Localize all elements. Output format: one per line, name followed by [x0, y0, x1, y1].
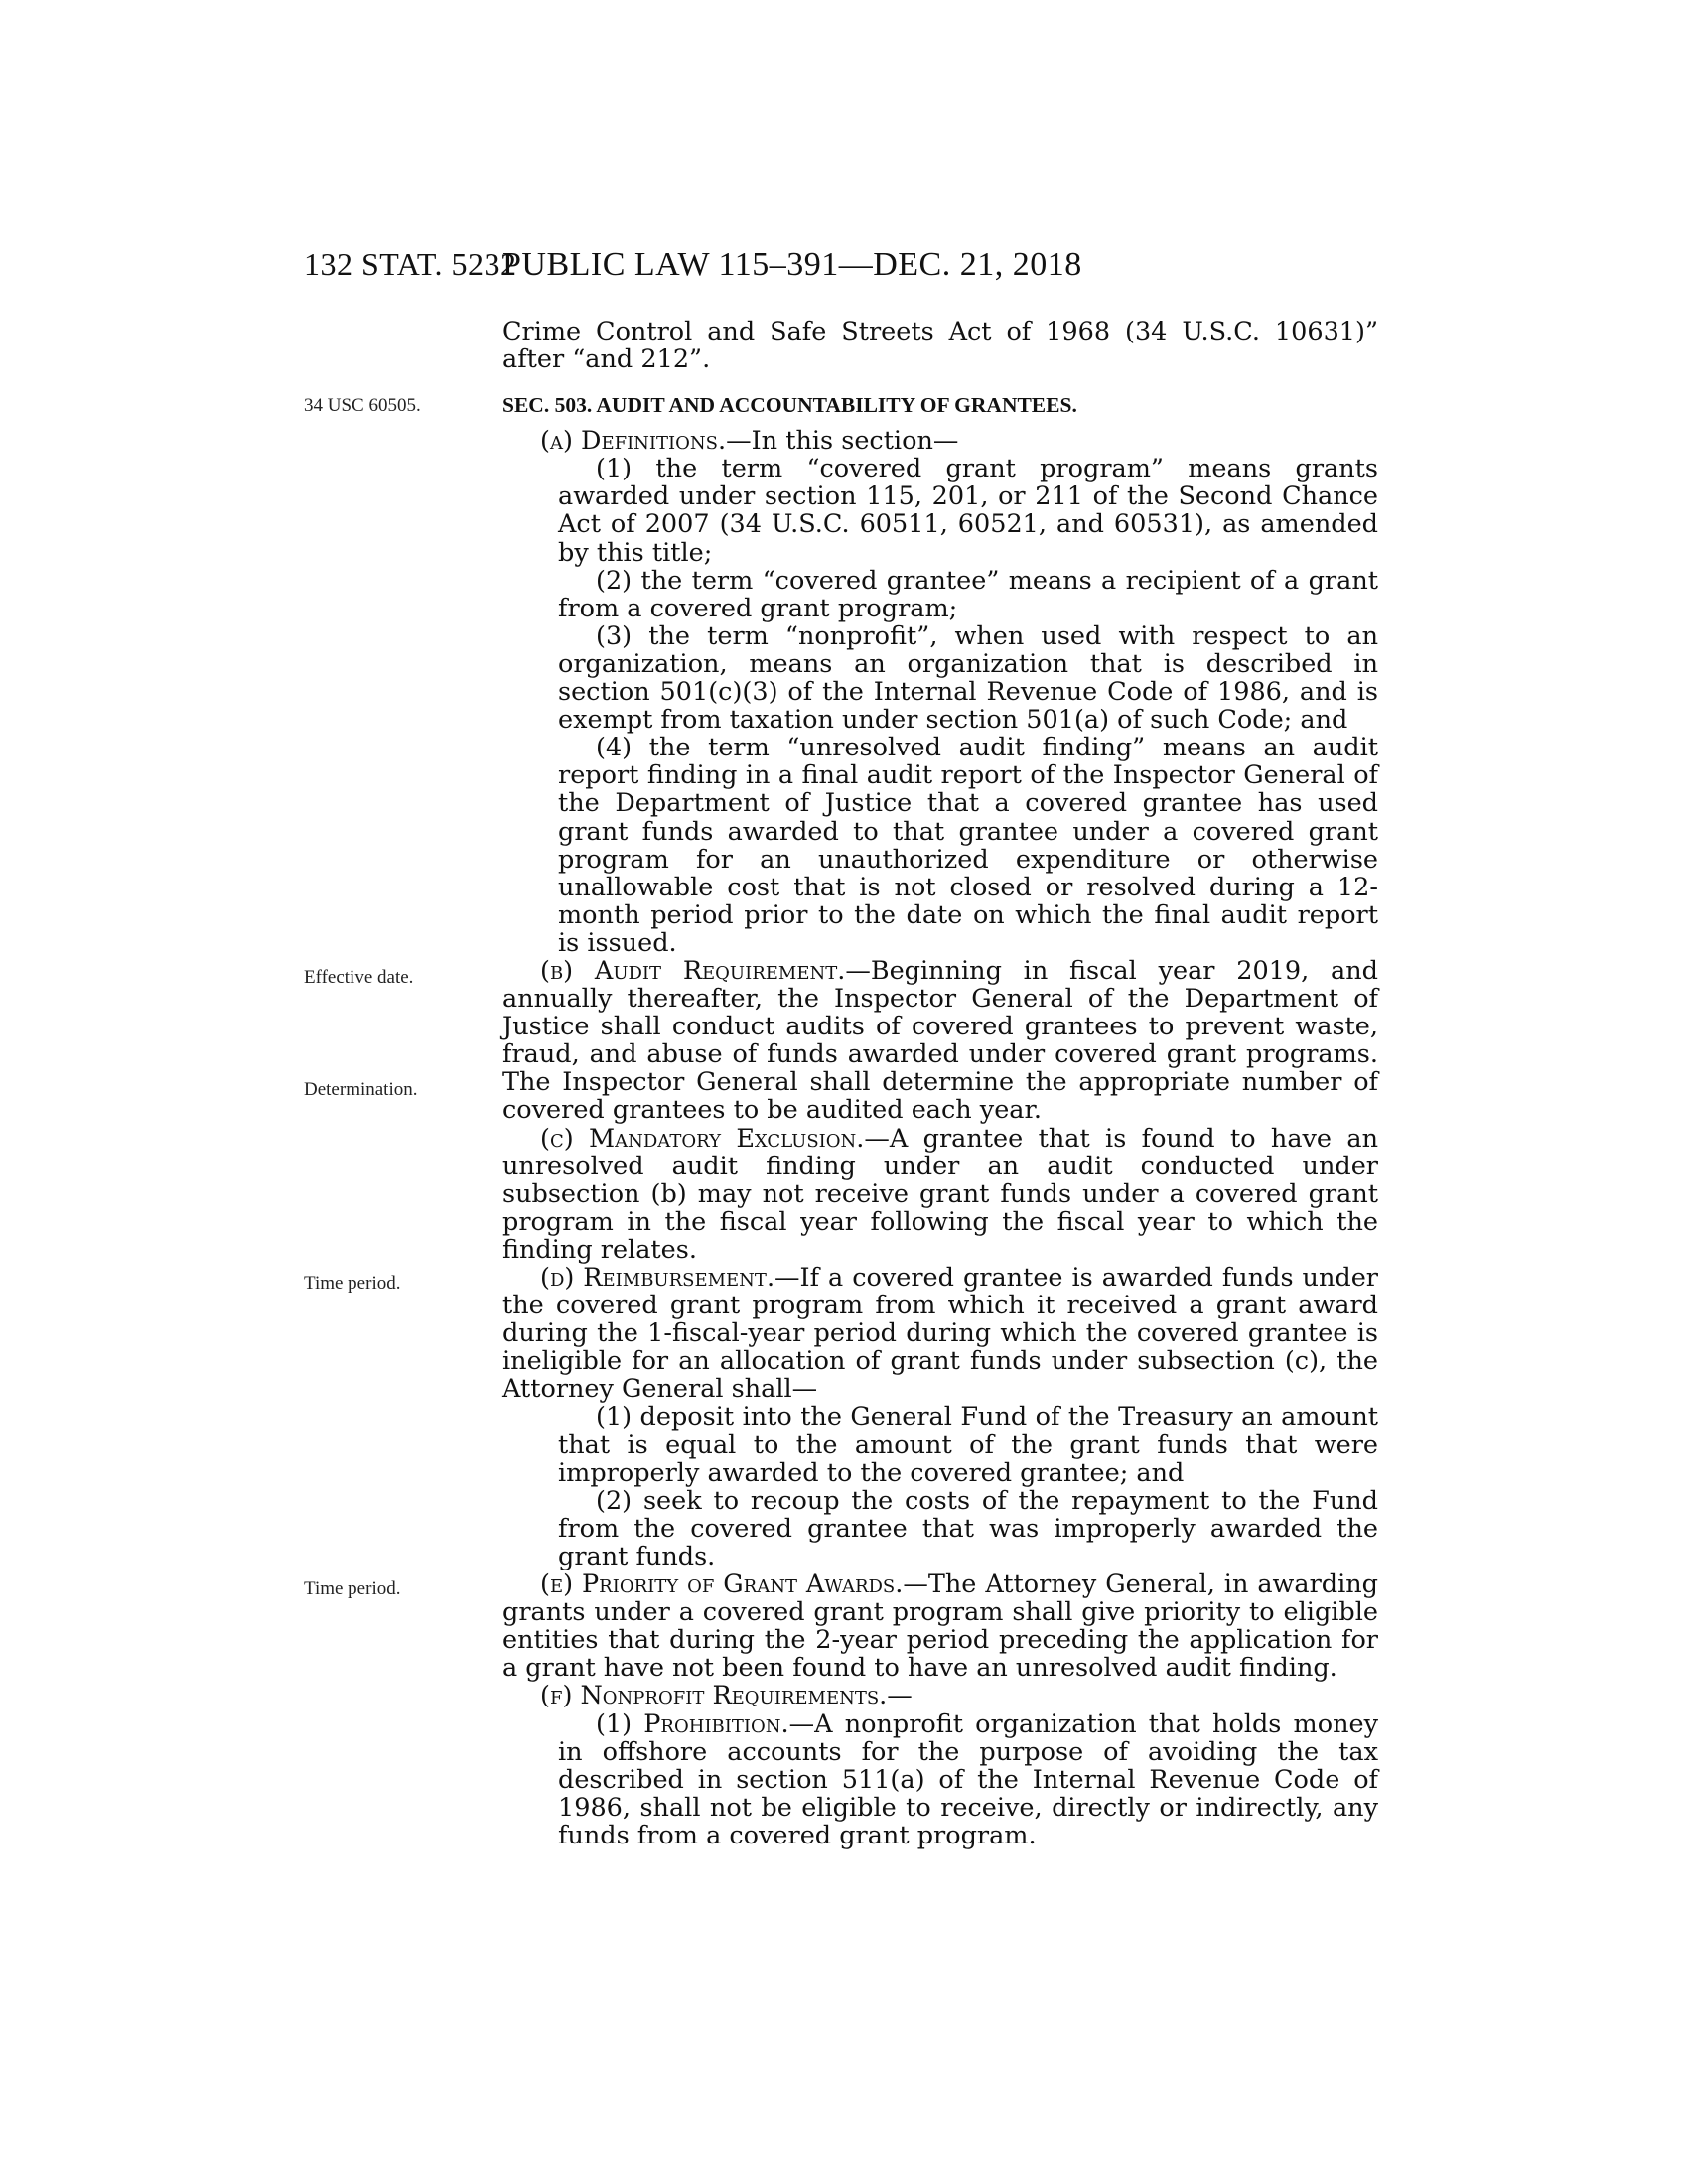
subsection-e-text: —The Attorney General, in awarding grants under a covered grant program shall give priority to eligible entities that during the 2-year period preceding the application for a grant have not been found to have an unresolved audit finding. — [502, 1570, 1378, 1684]
paragraph-d2: (2) seek to recoup the costs of the repayment to the Fund from the covered grantee that was improperly awarded the grant funds. — [558, 1485, 1378, 1571]
subsection-b-text-1: —Beginning in fiscal year 2019, and annually thereafter, the Inspector General of the Department of Justice shall conduct audits of covered grantees to prevent waste, fraud, and abuse of funds awarded under covered grant programs. — [502, 955, 1378, 1070]
statute-reference: 132 STAT. 5232 — [304, 246, 517, 282]
margin-note-effective-date: Effective date. — [304, 967, 414, 988]
subsection-d-heading: (d) Reimbursement. — [540, 1263, 775, 1293]
paragraph-d1: (1) deposit into the General Fund of the Treasury an amount that is equal to the amount of the grant funds that were improperly awarded to the covered grantee; and — [558, 1402, 1378, 1488]
subsection-f — [502, 1682, 1378, 1709]
paragraph-a3: (3) the term “nonprofit”, when used with respect to an organization, means an organization that is described in section 501(c)(3) of the Internal Revenue Code of 1986, and is exempt from taxation under section 501(a) of such Code; and — [558, 620, 1378, 736]
subsection-b — [502, 957, 1378, 1125]
paragraph-a4: (4) the term “unresolved audit finding” means an audit report finding in a final audit report of the Inspector General of the Department of Justice that a covered grantee has used grant funds awarded to that grantee under a covered grant program for an unauthorized expenditure or otherwise unallowable cost that is not closed or resolved during a 12-month period prior to the date on which the final audit report is issued. — [558, 733, 1378, 958]
subsection-e — [502, 1570, 1378, 1682]
subsection-d-text: —If a covered grantee is awarded funds under the covered grant program from which it received a grant award during the 1-fiscal-year period during which the covered grantee is ineligible for an allocation of grant funds under subsection (c), the Attorney General shall— — [502, 1263, 1378, 1405]
subsection-a-heading: (a) Definitions. — [540, 426, 727, 457]
paragraph-f1-heading: (1) Prohibition. — [596, 1708, 789, 1739]
paragraph-f1 — [558, 1710, 1378, 1849]
paragraph-a2: (2) the term “covered grantee” means a recipient of a grant from a covered grant program; — [558, 565, 1378, 623]
subsection-d — [502, 1264, 1378, 1403]
subsection-b-heading: (b) Audit Requirement. — [540, 955, 846, 986]
subsection-f-text: — — [887, 1681, 913, 1711]
subsection-f-heading: (f) Nonprofit Requirements. — [540, 1681, 888, 1711]
page-header — [304, 246, 1370, 286]
paragraph-a1: (1) the term “covered grant program” means grants awarded under section 115, 201, or 211 of the Second Chance Act of 2007 (34 U.S.C. 60511, 60521, and 60531), as amended by this title; — [558, 454, 1378, 568]
margin-note-time-period-2: Time period. — [304, 1578, 401, 1599]
subsection-b-text-2: The Inspector General shall determine the appropriate number of covered grantees to be audited each year. — [502, 1067, 1378, 1126]
subsection-c-heading: (c) Mandatory Exclusion. — [540, 1123, 865, 1154]
subsection-c — [502, 1125, 1378, 1264]
subsection-a — [502, 427, 1378, 455]
subsection-c-text: —A grantee that is found to have an unresolved audit finding under an audit conducted under subsection (b) may not receive grant funds under a covered grant program in the fiscal year following the fiscal year to which the finding relates. — [502, 1123, 1378, 1265]
section-heading: SEC. 503. AUDIT AND ACCOUNTABILITY OF GRANTEES. — [502, 393, 1077, 418]
continuation-text: Crime Control and Safe Streets Act of 1968 (34 U.S.C. 10631)” after “and 212”. — [502, 317, 1378, 375]
margin-note-determination: Determination. — [304, 1079, 418, 1100]
subsection-a-text: —In this section— — [726, 426, 959, 457]
law-title: PUBLIC LAW 115–391—DEC. 21, 2018 — [502, 246, 1082, 283]
paragraph-f1-text: —A nonprofit organization that holds money in offshore accounts for the purpose of avoiding the tax described in section 511(a) of the Internal Revenue Code of 1986, shall not be eligible to receive, directly or indirectly, any funds from a covered grant program. — [558, 1708, 1378, 1850]
document-body — [502, 318, 1378, 1849]
subsection-e-heading: (e) Priority of Grant Awards. — [540, 1570, 904, 1600]
margin-note-usc: 34 USC 60505. — [304, 395, 421, 416]
margin-note-time-period-1: Time period. — [304, 1273, 401, 1294]
